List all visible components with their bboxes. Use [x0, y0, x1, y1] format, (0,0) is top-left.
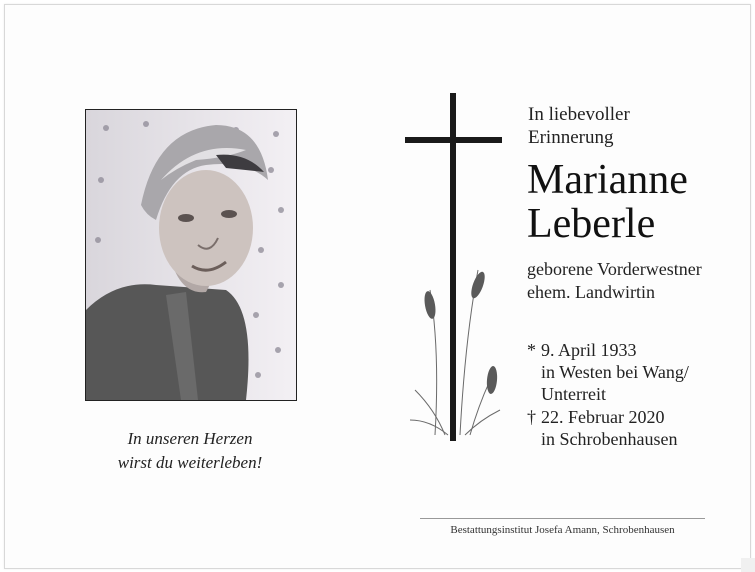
- motto-line-1: In unseren Herzen: [127, 429, 253, 448]
- birth-place-line-2: Unterreit: [541, 384, 606, 404]
- intro-text: [528, 103, 630, 149]
- memorial-motto: [85, 427, 295, 475]
- last-name: Leberle: [527, 201, 656, 247]
- occupation: ehem. Landwirtin: [527, 282, 655, 302]
- death-date: 22. Februar 2020: [541, 407, 665, 427]
- birth-symbol: *: [527, 340, 536, 360]
- birth-place-line-1: in Westen bei Wang/: [541, 362, 689, 382]
- first-name: Marianne: [527, 157, 688, 203]
- deceased-name: [527, 158, 688, 246]
- cross-with-wheat-illustration: [400, 90, 510, 445]
- death-symbol: †: [527, 407, 536, 427]
- intro-line-1: In liebevoller: [528, 104, 630, 125]
- personal-details: [527, 258, 702, 304]
- birth-date: 9. April 1933: [541, 340, 637, 360]
- maiden-name: geborene Vorderwestner: [527, 259, 702, 279]
- page-corner: [741, 558, 755, 572]
- motto-line-2: wirst du weiterleben!: [117, 453, 263, 472]
- footer-divider: [420, 518, 705, 519]
- intro-line-2: Erinnerung: [528, 127, 614, 148]
- death-place: in Schrobenhausen: [541, 429, 678, 449]
- funeral-home-credit: Bestattungsinstitut Josefa Amann, Schrobenhausen: [450, 524, 675, 536]
- portrait-photo: [85, 109, 297, 401]
